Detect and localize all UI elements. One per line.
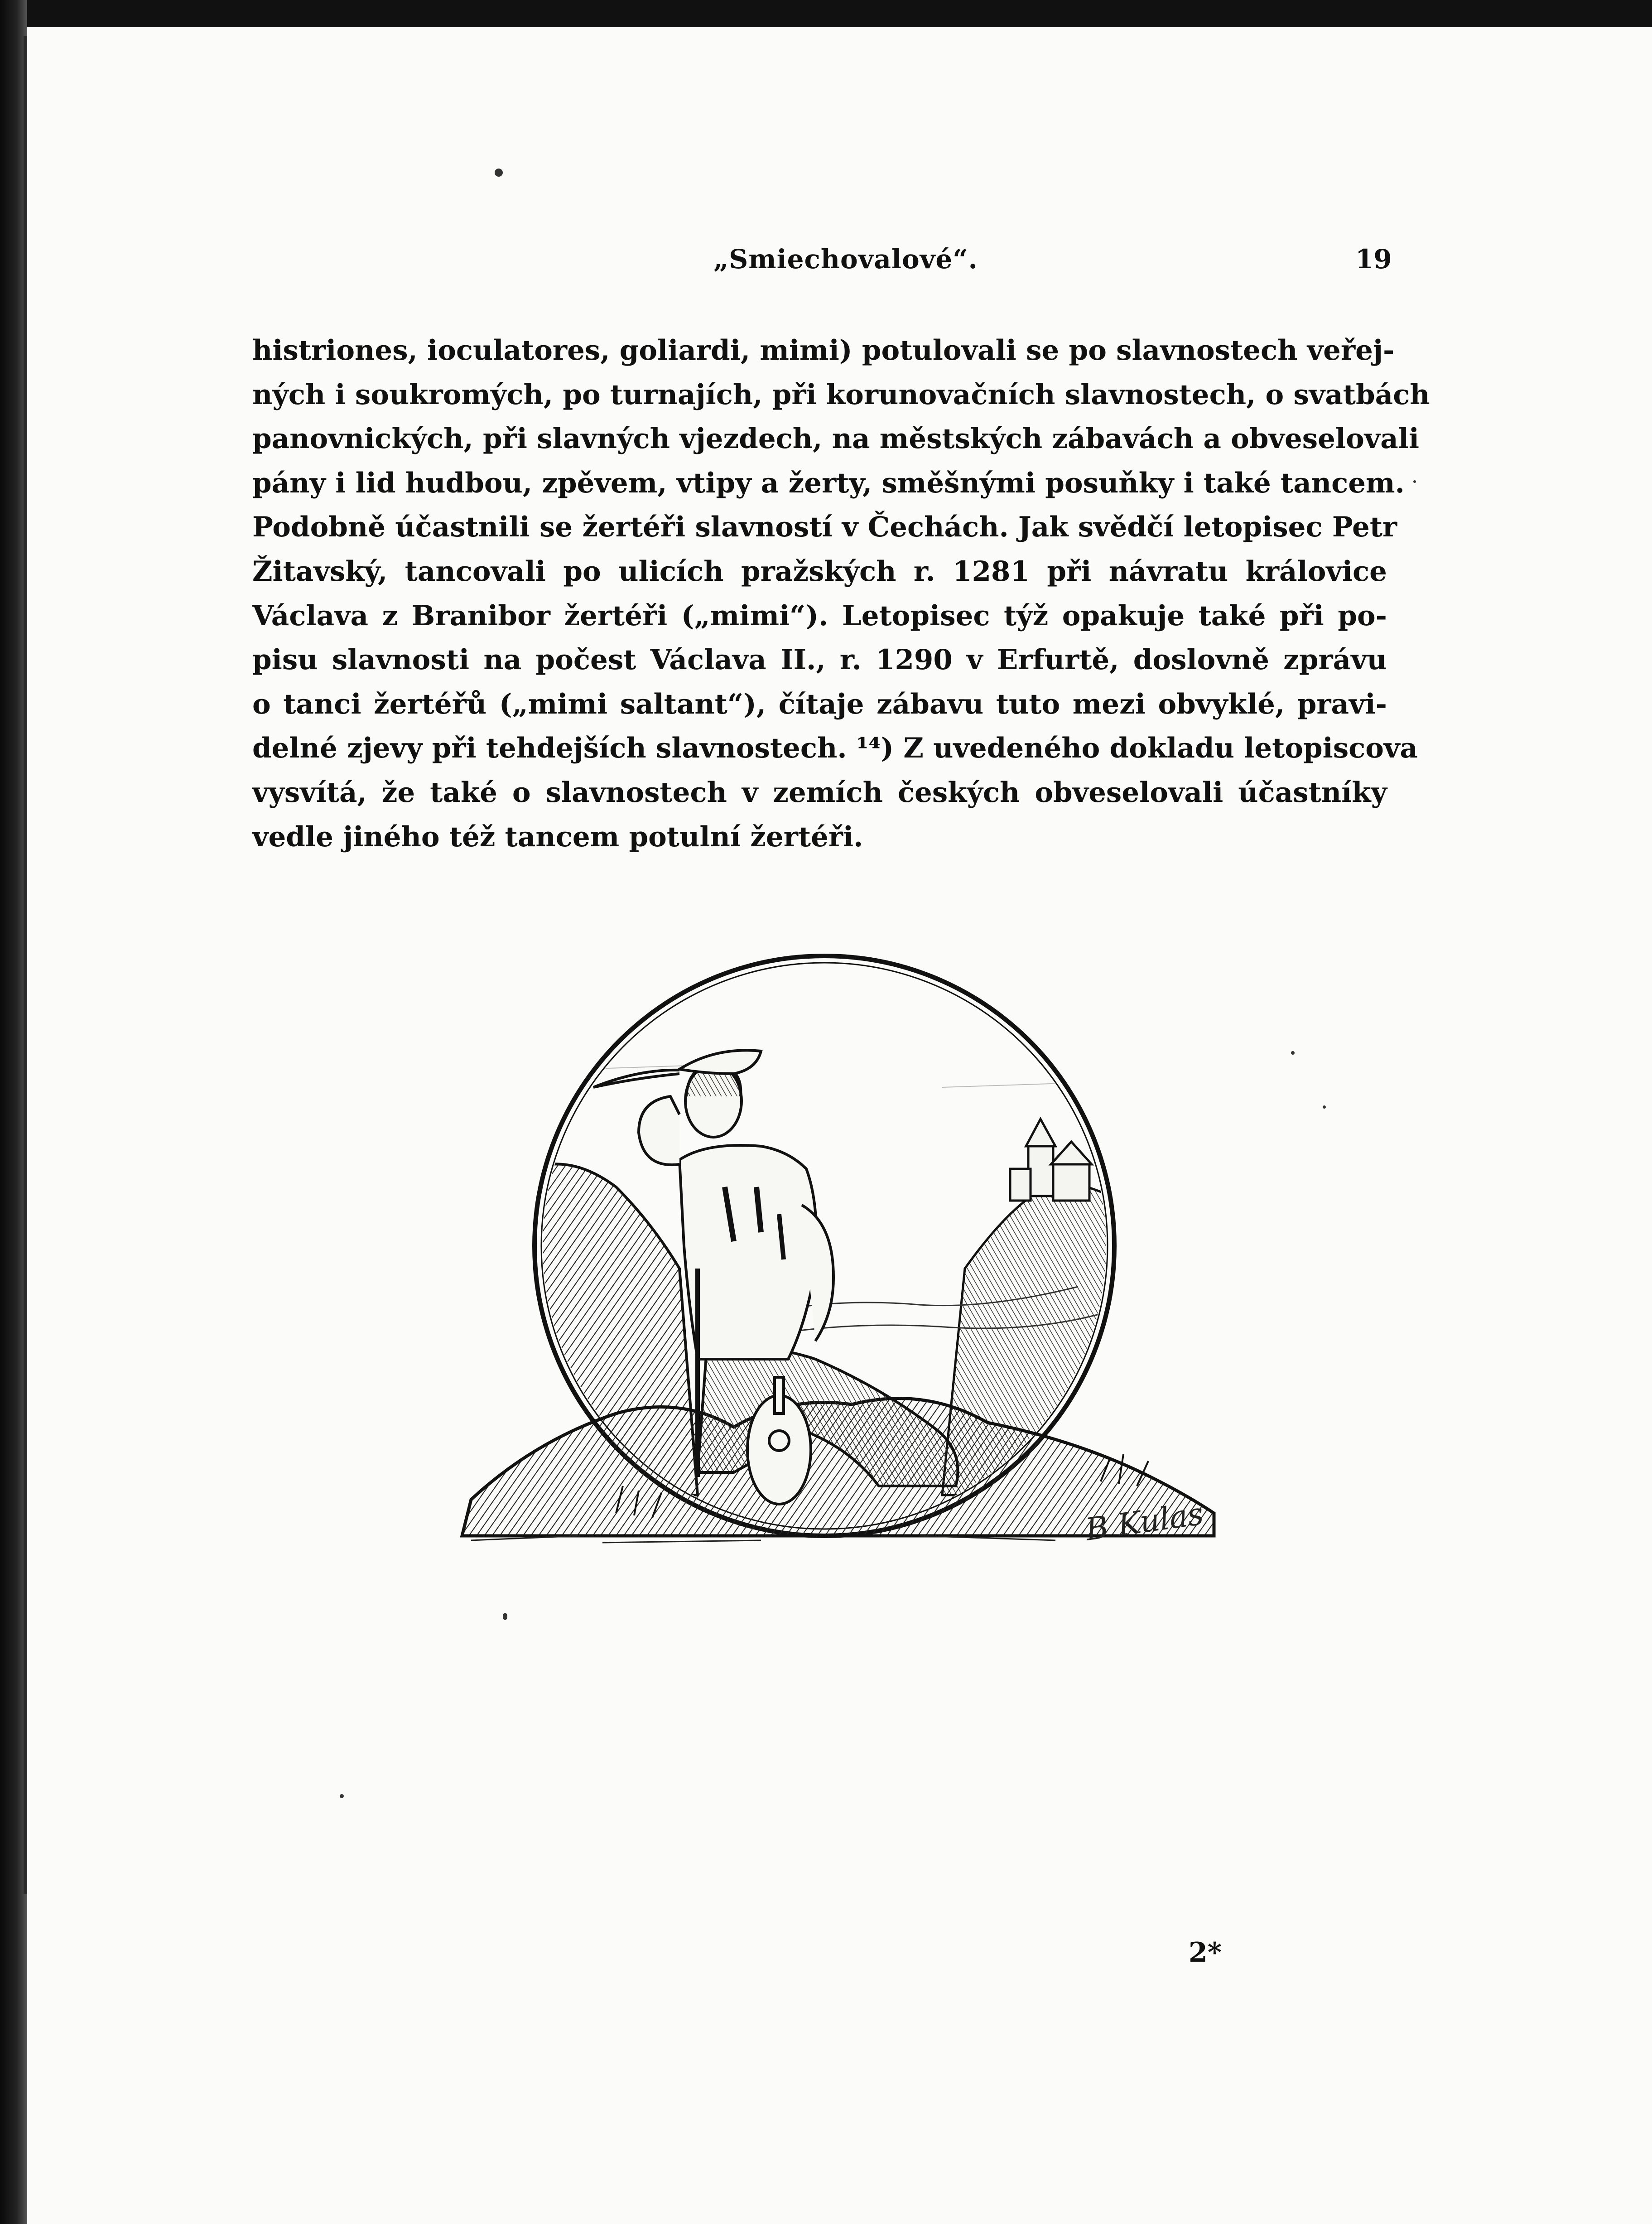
text-line: pány i lid hudbou, zpěvem, vtipy a žerty, směšnými posuňky i také tancem. [252, 467, 1405, 499]
page-header [27, 244, 1652, 280]
illustrator-signature: B Kulas [1083, 1496, 1206, 1548]
sheet-signature-mark: 2* [1189, 1937, 1222, 1968]
text-line: panovnických, při slavných vjezdech, na městských zábavách a obveselovali [252, 423, 1420, 455]
page-number: 19 [1355, 244, 1392, 275]
minstrel-vignette-illustration [444, 951, 1250, 1568]
scan-speck [503, 1613, 507, 1620]
body-paragraph [252, 328, 1430, 859]
text-line: vedle jiného též tancem potulní žertéři. [252, 820, 863, 853]
text-line: Žitavský, tancovali po ulicích pražských r. 1281 při návratu královice [252, 555, 1387, 588]
text-line: delné zjevy při tehdejších slavnostech. ¹⁴) Z uvedeného dokladu letopiscova [252, 732, 1418, 765]
text-line: histriones, ioculatores, goliardi, mimi) potulovali se po slavnostech veřej- [252, 334, 1395, 367]
book-page [27, 27, 1652, 2224]
text-line: Podobně účastnili se žertéři slavností v Čechách. Jak svědčí letopisec Petr [252, 511, 1397, 544]
scan-speck [1323, 1105, 1326, 1109]
text-line: o tanci žertéřů („mimi saltant“), čítaje zábavu tuto mezi obvyklé, pravi- [252, 688, 1387, 720]
scan-speck [1291, 1051, 1295, 1055]
book-binding-edge [0, 0, 27, 2224]
running-title: „Smiechovalové“. [713, 244, 978, 275]
text-line: Václava z Branibor žertéři („mimi“). Letopisec týž opakuje také při po- [252, 599, 1387, 632]
scan-speck [495, 169, 503, 177]
text-line: pisu slavnosti na počest Václava II., r. 1290 v Erfurtě, doslovně zprávu [252, 644, 1387, 676]
text-line: ných i soukromých, po turnajích, při korunovačních slavnostech, o svatbách [252, 378, 1430, 411]
scan-speck [340, 1794, 344, 1798]
text-line: vysvítá, že také o slavnostech v zemích českých obveselovali účastníky [252, 776, 1387, 809]
scan-speck [1413, 480, 1416, 483]
